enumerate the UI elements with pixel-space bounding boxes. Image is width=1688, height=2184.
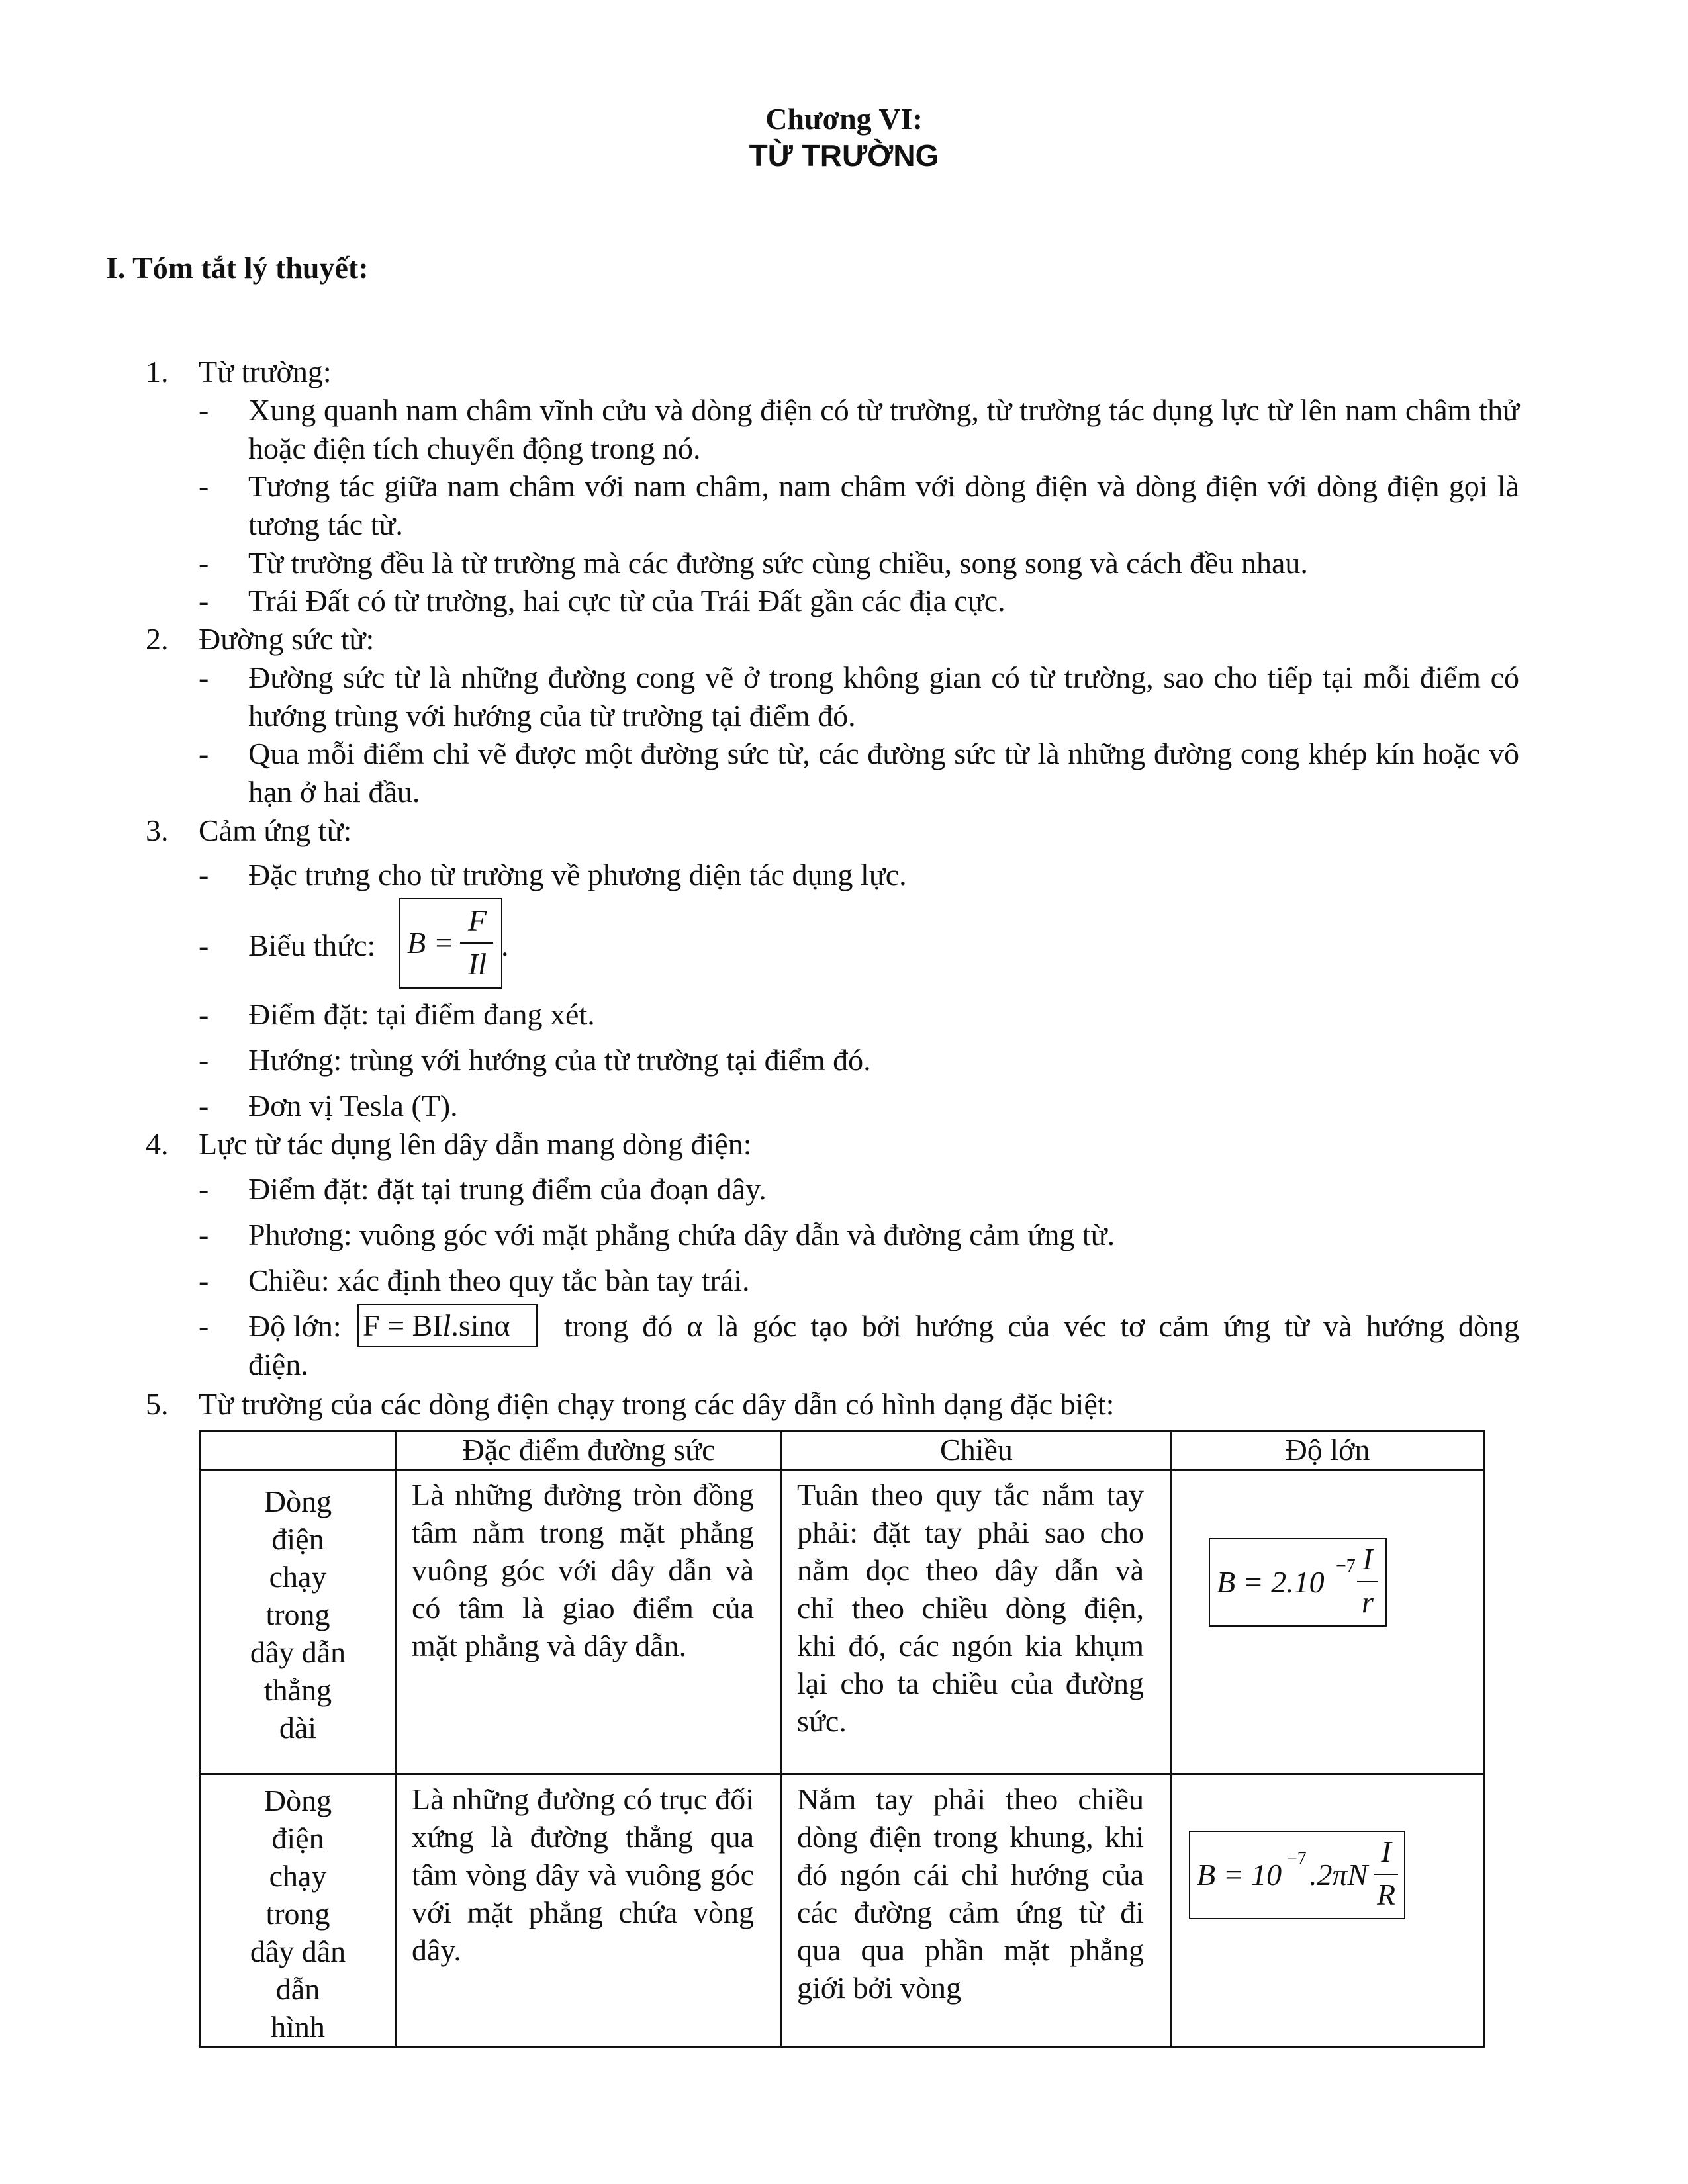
bullet-text: Qua mỗi điểm chỉ vẽ được một đường sức từ, các đường sức từ là những đường cong khép kín hoặc vô hạn ở hai đầu. (248, 737, 1519, 809)
special-fields-table (199, 1430, 1485, 2048)
bullet-dash: - (199, 1263, 209, 1297)
fraction-bar (1374, 1874, 1398, 1875)
item-number: 4. (146, 1127, 169, 1161)
label-line: chạy (269, 1560, 327, 1594)
bullet-text: Đặc trưng cho từ trường về phương diện tác dụng lực. (248, 858, 907, 891)
formula-numerator: F (467, 903, 487, 937)
bullet-text: Biểu thức: (248, 929, 376, 962)
formula-lhs: B = 2.10 (1217, 1565, 1325, 1599)
bullet-dash: - (199, 737, 209, 770)
formula-mid: .2πN (1309, 1858, 1368, 1891)
chapter-title: Chương VI: (765, 102, 923, 136)
force-formula-pre: F = BI (363, 1308, 443, 1342)
bullet-text: Điểm đặt: đặt tại trung điểm của đoạn dây. (248, 1172, 767, 1206)
bullet-dash: - (199, 469, 209, 503)
formula-numerator: I (1381, 1835, 1391, 1868)
bullet-dash: - (199, 1043, 209, 1077)
row-label (200, 1774, 397, 2047)
table-header-row (200, 1431, 1484, 1470)
item-number: 2. (146, 622, 169, 656)
force-formula-post: .sinα (451, 1308, 510, 1342)
field-line-features: Là những đường tròn đồng tâm nằm trong mặt phẳng vuông góc với dây dẫn và có tâm là giao điểm của mặt phẳng và dây dẫn. (397, 1470, 782, 1774)
bullet-text: Hướng: trùng với hướng của từ trường tại điểm đó. (248, 1043, 871, 1077)
formula-exponent: −7 (1336, 1556, 1356, 1576)
field-magnitude (1172, 1470, 1484, 1774)
table-header: Độ lớn (1172, 1431, 1484, 1470)
item-title: Lực từ tác dụng lên dây dẫn mang dòng điện: (199, 1127, 752, 1161)
table-row (200, 1774, 1484, 2047)
table-header: Đặc điểm đường sức (397, 1431, 782, 1470)
label-line: chạy (269, 1859, 327, 1893)
formula-lhs: B = 10 (1197, 1858, 1282, 1891)
formula-denominator: R (1376, 1878, 1396, 1911)
formula-lhs: B = (407, 926, 454, 960)
label-line: Dòng (263, 1784, 332, 1817)
bullet-dash: - (199, 546, 209, 580)
bullet-dash: - (199, 1309, 209, 1343)
bullet-text: điện. (248, 1347, 308, 1381)
item-number: 5. (146, 1387, 169, 1421)
bullet-dash: - (199, 997, 209, 1031)
formula-exponent: −7 (1287, 1848, 1307, 1869)
bullet-text: Phương: vuông góc với mặt phẳng chứa dây dẫn và đường cảm ứng từ. (248, 1218, 1115, 1251)
field-direction: Nắm tay phải theo chiều dòng điện trong khung, khi đó ngón cái chỉ hướng của các đường cảm ứng từ đi qua qua phần mặt phẳng giới bởi vòng (782, 1774, 1172, 2047)
item-number: 3. (146, 813, 169, 847)
fraction-bar (1357, 1581, 1378, 1582)
bullet-text: Điểm đặt: tại điểm đang xét. (248, 997, 595, 1031)
field-line-features: Là những đường có trục đối xứng là đường thẳng qua tâm vòng dây và vuông góc với mặt phẳng chứa vòng dây. (397, 1774, 782, 2047)
table-row (200, 1470, 1484, 1774)
bullet-text: Trái Đất có từ trường, hai cực từ của Trái Đất gần các địa cực. (248, 584, 1006, 617)
bullet-dash: - (199, 1218, 209, 1251)
label-line: trong (265, 1598, 330, 1631)
item-title: Từ trường của các dòng điện chạy trong các dây dẫn có hình dạng đặc biệt: (199, 1387, 1115, 1421)
item-title: Cảm ứng từ: (199, 813, 352, 847)
label-line: dẫn (275, 1972, 320, 2006)
label-line: trong (265, 1897, 330, 1931)
table-header: Chiều (782, 1431, 1172, 1470)
chapter-subtitle: TỪ TRƯỜNG (749, 138, 939, 173)
formula-period: . (501, 929, 509, 962)
label-line: thẳng (263, 1673, 332, 1707)
label-line: hình (271, 2010, 325, 2044)
force-formula-l: l (442, 1308, 451, 1342)
bullet-dash: - (199, 1089, 209, 1122)
item-title: Từ trường: (199, 355, 332, 388)
bullet-text: Tương tác giữa nam châm với nam châm, nam châm với dòng điện và dòng điện với dòng điện gọi là tương tác từ. (248, 469, 1519, 541)
bullet-dash: - (199, 584, 209, 617)
table-header (200, 1431, 397, 1470)
bullet-dash: - (199, 858, 209, 891)
label-line: dài (279, 1711, 317, 1745)
bullet-text: Đơn vị Tesla (T). (248, 1089, 458, 1122)
force-formula-box (357, 1304, 538, 1347)
bullet-text: Từ trường đều là từ trường mà các đường sức cùng chiều, song song và cách đều nhau. (248, 546, 1308, 580)
bullet-text: Chiều: xác định theo quy tắc bàn tay trái. (248, 1263, 750, 1297)
formula-denominator: r (1362, 1585, 1374, 1619)
formula-denominator: Il (467, 947, 487, 981)
label-line: dây dân (250, 1934, 346, 1968)
field-direction: Tuân theo quy tắc nắm tay phải: đặt tay phải sao cho nằm dọc theo dây dẫn và chỉ theo chiều dòng điện, khi đó, các ngón kia khụm lại cho ta chiều của đường sức. (782, 1470, 1172, 1774)
bullet-dash: - (199, 393, 209, 427)
bullet-dash: - (199, 660, 209, 694)
field-magnitude (1172, 1774, 1484, 2047)
row-label (200, 1470, 397, 1774)
formula-numerator: I (1362, 1542, 1373, 1576)
label-line: dây dẫn (250, 1635, 346, 1669)
label-line: Dòng (263, 1484, 332, 1518)
bullet-text: Xung quanh nam châm vĩnh cửu và dòng điện có từ trường, từ trường tác dụng lực từ lên nam châm thử hoặc điện tích chuyển động trong nó. (248, 393, 1519, 465)
bullet-dash: - (199, 1172, 209, 1206)
magnitude-formula-box (1209, 1538, 1387, 1627)
bullet-dash: - (199, 929, 209, 962)
label-line: điện (271, 1522, 324, 1556)
item-title: Đường sức từ: (199, 622, 375, 656)
bullet-text: Độ lớn: (248, 1309, 342, 1343)
bullet-text: trong đó α là góc tạo bởi hướng của véc tơ cảm ứng từ và hướng dòng (564, 1309, 1519, 1343)
bullet-text: Đường sức từ là những đường cong vẽ ở trong không gian có từ trường, sao cho tiếp tại mỗi điểm có hướng trùng với hướng của từ trường tại điểm đó. (248, 660, 1519, 733)
item-number: 1. (146, 355, 169, 388)
fraction-bar (460, 942, 493, 944)
magnitude-formula-box (1189, 1831, 1405, 1919)
section-heading: I. Tóm tắt lý thuyết: (106, 251, 369, 285)
label-line: điện (271, 1821, 324, 1855)
formula-box (399, 898, 502, 989)
